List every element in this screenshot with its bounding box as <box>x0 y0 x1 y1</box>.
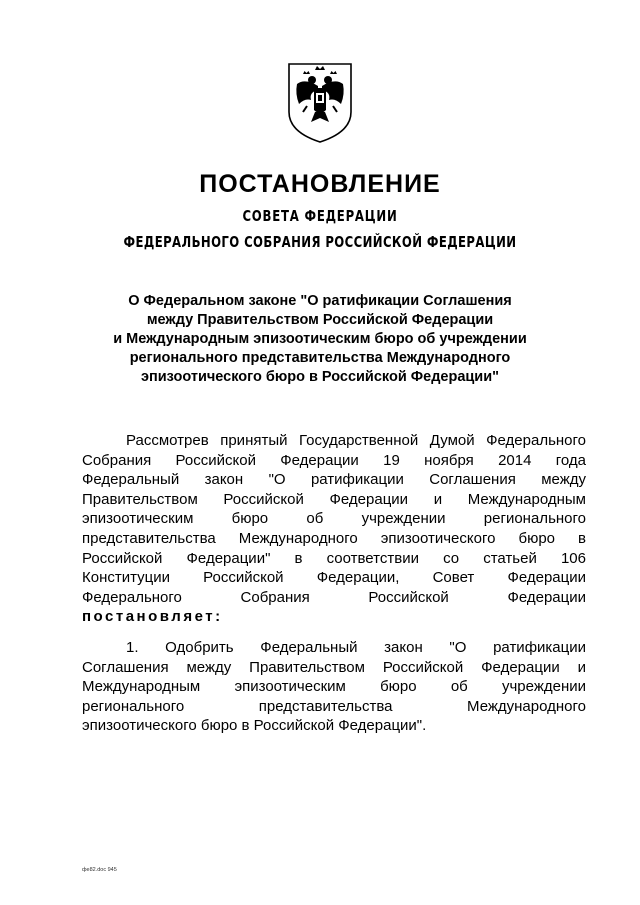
paragraph-line: Правительством Российской Федерации и Международным <box>82 490 586 508</box>
resolution-heading <box>60 292 580 387</box>
document-title: ПОСТАНОВЛЕНИЕ <box>199 170 441 198</box>
decree-word: постановляет: <box>82 608 223 626</box>
heading-line: регионального представительства Международного <box>129 350 511 366</box>
paragraph-line: Международным эпизоотическим бюро об учреждении <box>82 678 586 696</box>
document-subtitle-council: СОВЕТА ФЕДЕРАЦИИ <box>242 207 398 225</box>
paragraph-line: регионального представительства Международного <box>82 697 586 715</box>
footer-file-code: фе82.doc 945 <box>82 867 117 873</box>
paragraph-line: представительства Международного эпизоотического бюро в <box>82 529 586 547</box>
paragraph-line: Рассмотрев принятый Государственной Думой Федерального <box>126 432 586 449</box>
coat-of-arms-icon <box>285 60 355 144</box>
document-subtitle-assembly: ФЕДЕРАЛЬНОГО СОБРАНИЯ РОССИЙСКОЙ ФЕДЕРАЦИИ <box>123 233 517 251</box>
preamble-paragraph <box>82 431 586 627</box>
paragraph-line: эпизоотического бюро в Российской Федерации". <box>82 717 427 735</box>
paragraph-line: 1. Одобрить Федеральный закон "О ратификации <box>126 639 586 656</box>
paragraph-line: Конституции Российской Федерации, Совет Федерации <box>82 569 586 587</box>
paragraph-line: Соглашения между Правительством Российской Федерации и <box>82 658 586 676</box>
paragraph-line: Российской Федерации" в соответствии со статьей 106 <box>82 549 586 567</box>
heading-line: эпизоотического бюро в Российской Федерации" <box>140 369 500 385</box>
paragraph-line: Собрания Российской Федерации 19 ноября 2014 года <box>82 451 586 469</box>
paragraph-line: Федерального Собрания Российской Федерации <box>82 588 586 606</box>
heading-line: О Федеральном законе "О ратификации Соглашения <box>128 293 512 309</box>
heading-line: и Международным эпизоотическим бюро об учреждении <box>113 331 527 347</box>
decision-paragraph <box>82 638 586 736</box>
paragraph-line: эпизоотическим бюро об учреждении регионального <box>82 510 586 528</box>
paragraph-line: Федеральный закон "О ратификации Соглашения между <box>82 471 586 489</box>
heading-line: между Правительством Российской Федерации <box>146 312 494 328</box>
